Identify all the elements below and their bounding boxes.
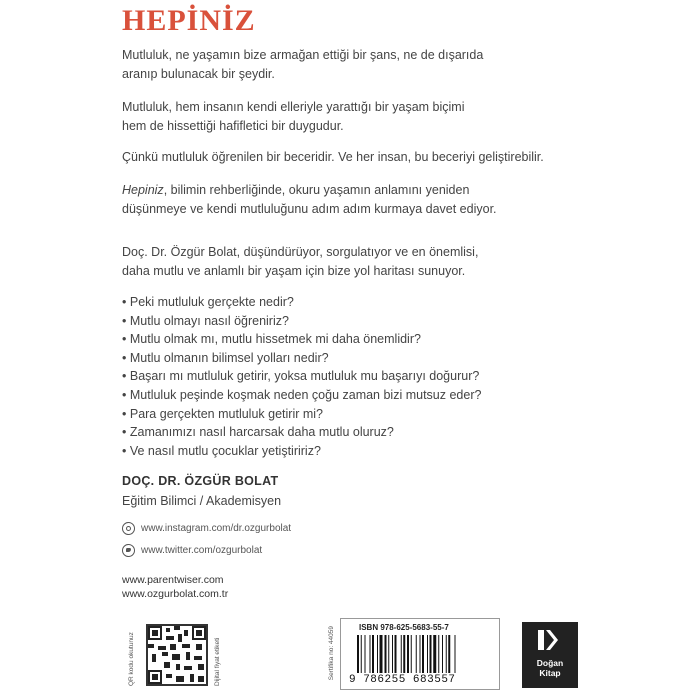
dogan-logo-icon [536, 628, 562, 652]
isbn-number: 9 786255 683557 [349, 674, 456, 686]
barcode-bar [448, 635, 450, 673]
paragraph-2: Mutluluk, hem insanın kendi elleriyle yarattığı bir yaşam biçimi hem de hissettiği hafifletici bir duygudur. [122, 100, 465, 133]
book-title: HEPİNİZ [122, 4, 256, 37]
author-role: Eğitim Bilimci / Akademisyen [122, 494, 282, 508]
question-list [122, 293, 481, 460]
paragraph-5: Doç. Dr. Özgür Bolat, düşündürüyor, sorgulatıyor ve en önemlisi, daha mutlu ve anlamlı bir yaşam için bize yol haritası sunuyor. [122, 245, 479, 278]
list-item: • Mutlu olmanın bilimsel yolları nedir? [122, 349, 481, 368]
list-item: • Zamanımızı nasıl harcarsak daha mutlu oluruz? [122, 423, 481, 442]
list-item: • Mutlu olmak mı, mutlu hissetmek mi daha önemlidir? [122, 330, 481, 349]
list-item: • Ve nasıl mutlu çocuklar yetiştiririz? [122, 442, 481, 461]
isbn-label: ISBN 978-625-5683-55-7 [359, 623, 449, 632]
twitter-icon [122, 544, 135, 557]
website-link[interactable]: www.parentwiser.com [122, 574, 224, 586]
barcode-bar [430, 635, 432, 673]
barcode-icon [357, 635, 487, 673]
barcode-bar [361, 635, 362, 673]
barcode-bar [401, 635, 402, 673]
barcode-bar [455, 635, 456, 673]
website-link[interactable]: www.ozgurbolat.com.tr [122, 588, 229, 600]
instagram-icon [122, 522, 135, 535]
price-tag-caption: Dijital fiyat etiketi [214, 637, 221, 686]
barcode-bar [433, 635, 436, 673]
barcode-bar [370, 635, 371, 673]
instagram-link[interactable]: www.instagram.com/dr.ozgurbolat [122, 522, 291, 535]
qr-caption: QR kodu okutunuz [128, 632, 135, 686]
back-cover-footer [122, 618, 578, 700]
barcode-bar [422, 635, 424, 673]
list-item: • Mutluluk peşinde koşmak neden çoğu zaman bizi mutsuz eder? [122, 386, 481, 405]
barcode-bar [438, 635, 439, 673]
list-item: • Peki mutluluk gerçekte nedir? [122, 293, 481, 312]
barcode-bar [427, 635, 428, 673]
barcode-bar [446, 635, 447, 673]
certificate-number: Sertifika no: 44059 [328, 626, 335, 681]
twitter-link[interactable]: www.twitter.com/ozgurbolat [122, 544, 262, 557]
barcode-bar [392, 635, 393, 673]
list-item: • Mutlu olmayı nasıl öğreniriz? [122, 312, 481, 331]
paragraph-4: Hepiniz, bilimin rehberliğinde, okuru yaşamın anlamını yeniden düşünmeye ve kendi mutluluğunu adım adım kurmaya davet ediyor. [122, 183, 497, 216]
barcode-bar [407, 635, 409, 673]
barcode-bar [372, 635, 374, 673]
back-cover [110, 0, 590, 700]
publisher-logo: Doğan Kitap [522, 622, 578, 688]
barcode-bar [365, 635, 366, 673]
barcode-bar [357, 635, 359, 673]
barcode-bar [377, 635, 378, 673]
barcode-bar [411, 635, 412, 673]
paragraph-3: Çünkü mutluluk öğrenilen bir beceridir. Ve her insan, bu beceriyi geliştirebilir. [122, 150, 544, 164]
list-item: • Para gerçekten mutluluk getirir mi? [122, 405, 481, 424]
barcode-bar [395, 635, 397, 673]
barcode-bar [416, 635, 417, 673]
book-title-italic: Hepiniz [122, 183, 164, 197]
barcode-bar [388, 635, 389, 673]
barcode-bar [420, 635, 421, 673]
barcode-bar [442, 635, 443, 673]
isbn-barcode [340, 618, 500, 690]
qr-code-icon [146, 624, 208, 686]
barcode-bar [403, 635, 405, 673]
list-item: • Başarı mı mutluluk getirir, yoksa mutluluk mu başarıyı doğurur? [122, 367, 481, 386]
author-name: DOÇ. DR. ÖZGÜR BOLAT [122, 474, 279, 488]
barcode-bar [385, 635, 387, 673]
barcode-bar [380, 635, 383, 673]
paragraph-1: Mutluluk, ne yaşamın bize armağan ettiği bir şans, ne de dışarıda aranıp bulunacak bir şeydir. [122, 48, 484, 81]
